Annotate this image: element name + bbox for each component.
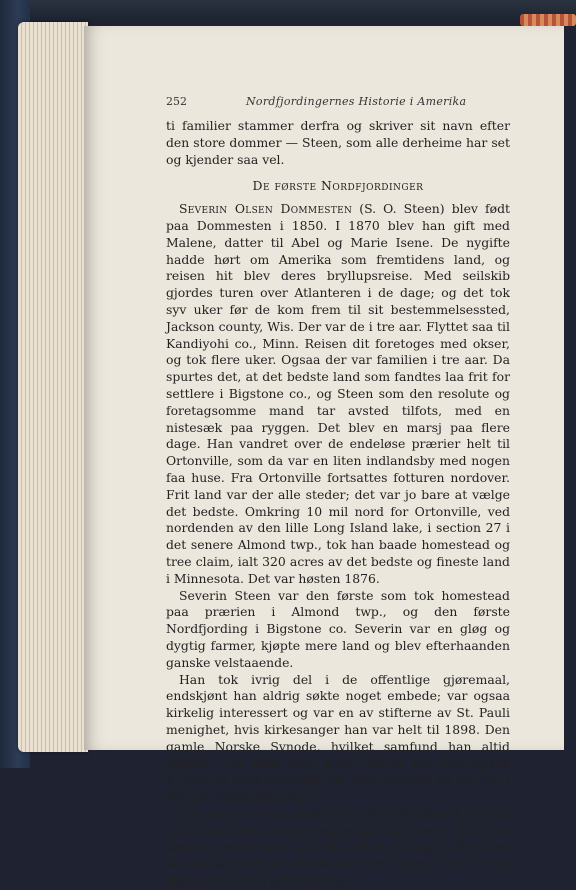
paragraph-1-text: (S. O. Steen) blev født paa Dommesten i 1850. I 1870 blev han gift med Malene, datter til Abel og Marie Isene. De nygifte hadde hørt om Amerika som fremtidens land, og reisen hit blev deres bryllupsreise. Med seilskib gjordes turen over Atlanteren i de dage; og det tok syv uker før de kom frem til sit bestemmelsessted, Jackson county, Wis. Der var de i tre aar. Flyttet saa til Kandiyohi co., Minn. Reisen dit foretoges med okser, og tok flere uker. Ogsaa der var familien i tre aar. Da spurtes det, at det bedste land som fandtes laa frit for settlere i Bigstone co., og Steen som den resolute og foretagsomme mand tar avsted tilfots, med en nistesæk paa ryggen. Det blev en marsj paa flere dage. Han vandret over de endeløse prærier helt til Ortonville, som da var en liten indlandsby med nogen faa huse. Fra Ortonville fortsattes fotturen nordover. Frit land var der alle steder; det var jo bare at vælge det bedste. Omkring 10 mil nord for Ortonville, ved nordenden av den lille Long Island lake, i section 27 i det senere Almond twp., tok han baade homestead og tree claim, ialt 320 acres av det bedste og fineste land i Minnesota. Det var høsten 1876.	[166, 201, 510, 586]
bookmark-ribbon	[520, 14, 576, 26]
paragraph-2: Severin Steen var den første som tok homestead paa prærien i Almond twp., og den første Nordfjording i Bigstone co. Severin var en gløg og dygtig farmer, kjøpte mere land og blev efterhaanden ganske velstaaende.	[166, 587, 510, 670]
paragraph-4-text-b: den ældste søn, har en 560 acres farm sydøst fra Clinton. Han blev i 1899 gift med Ca-	[166, 839, 510, 889]
person-name: Severin Olsen Dommesten	[179, 201, 353, 217]
section-heading: De første Nordfjordinger	[252, 178, 424, 194]
paragraph-3: Han tok ivrig del i de offentlige gjøremaal, endskjønt han aldrig søkte noget embede; var ogsaa kirkelig interessert og var en av stifterne av St. Pauli menighet, hvis kirkesanger han var helt til 1898. Den gamle Norske Synode, hvilket samfund han altid tilhørte, var ham altid kjær; derfor gav han ogsaa $1,000 til dens anstalter, før den opløstes og gik ind i det nye samfund i 1917.	[166, 671, 510, 805]
intro-paragraph: ti familier stammer derfra og skriver sit navn efter den store dommer — Steen, som alle derheime har set og kjender saa vel.	[166, 118, 510, 167]
paragraph-4	[166, 806, 510, 890]
paragraph-1	[166, 201, 510, 587]
book-cover-top	[0, 0, 576, 22]
page-body	[166, 118, 510, 890]
page-number: 252	[166, 95, 187, 108]
running-title: Nordfjordingernes Historie i Amerika	[246, 95, 467, 108]
page-edges	[18, 22, 88, 752]
paragraph-4-text-a: Han var et aktivt medlem av Nordfjordlaget, og var altid paa dets stevner saalænge han levet. Sine tre sønner sendte han alle til Luther College.	[166, 805, 510, 855]
paragraph-4-italic: Olai,	[450, 839, 481, 855]
